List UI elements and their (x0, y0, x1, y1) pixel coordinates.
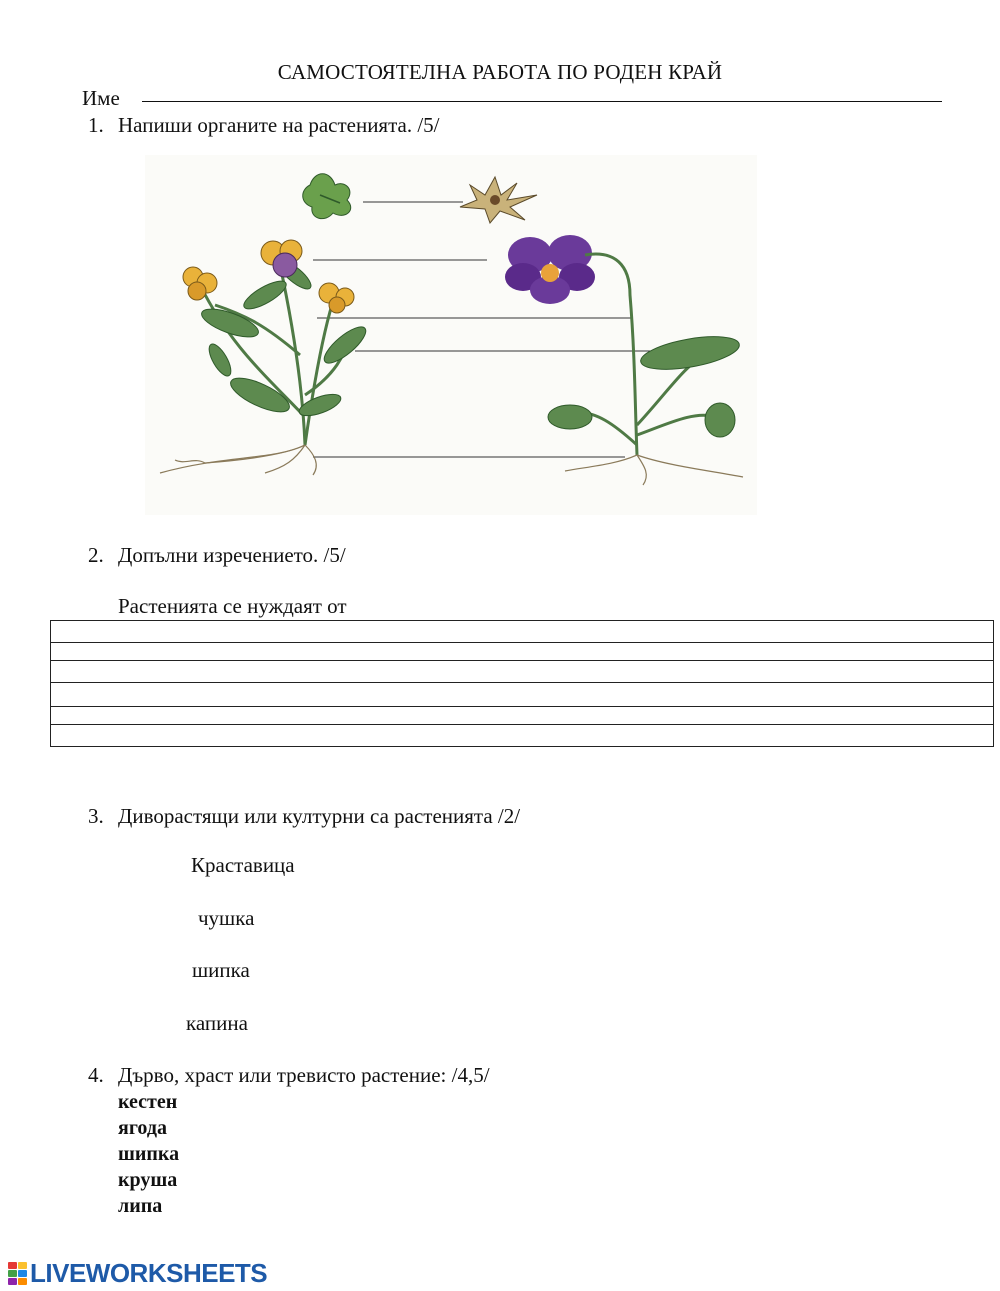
q3-plant-item: чушка (198, 906, 255, 930)
logo-text: LIVEWORKSHEETS (30, 1257, 268, 1288)
question-3 (88, 804, 520, 829)
question-text: Дърво, храст или тревисто растение: /4,5/ (118, 1063, 490, 1087)
question-text: Диворастящи или културни са растенията /2/ (118, 804, 521, 828)
q4-plant-item: ягода (118, 1117, 167, 1139)
name-label: Име (82, 86, 120, 110)
plant-illustration (145, 155, 757, 515)
name-input-line[interactable] (142, 101, 942, 102)
q4-plant-item: кестен (118, 1091, 178, 1113)
q4-plant-item: липа (118, 1195, 163, 1217)
q2-sentence: Растенията се нуждаят от (118, 594, 347, 618)
q3-plant-item: Краставица (191, 853, 295, 877)
answer-field[interactable] (51, 643, 994, 661)
question-4 (88, 1063, 490, 1088)
question-text: Напиши органите на растенията. /5/ (118, 113, 440, 137)
question-1 (88, 113, 440, 138)
question-number: 2. (88, 543, 104, 567)
q4-plant-item: круша (118, 1169, 178, 1191)
q4-plant-item: шипка (118, 1143, 180, 1165)
liveworksheets-logo (8, 1258, 267, 1288)
answer-field[interactable] (51, 683, 994, 707)
q3-plant-item: шипка (192, 958, 250, 982)
question-text: Допълни изречението. /5/ (118, 543, 346, 567)
q3-plant-item: капина (186, 1011, 248, 1035)
page-title: САМОСТОЯТЕЛНА РАБОТА ПО РОДЕН КРАЙ (277, 60, 723, 84)
logo-blocks-icon (8, 1262, 27, 1285)
answer-field[interactable] (51, 725, 994, 747)
answer-field[interactable] (51, 661, 994, 683)
question-number: 3. (88, 804, 104, 828)
question-2 (88, 543, 346, 568)
answer-field[interactable] (51, 621, 994, 643)
question-number: 4. (88, 1063, 104, 1087)
answer-lines-table (50, 620, 994, 747)
question-number: 1. (88, 113, 104, 137)
answer-field[interactable] (51, 707, 994, 725)
